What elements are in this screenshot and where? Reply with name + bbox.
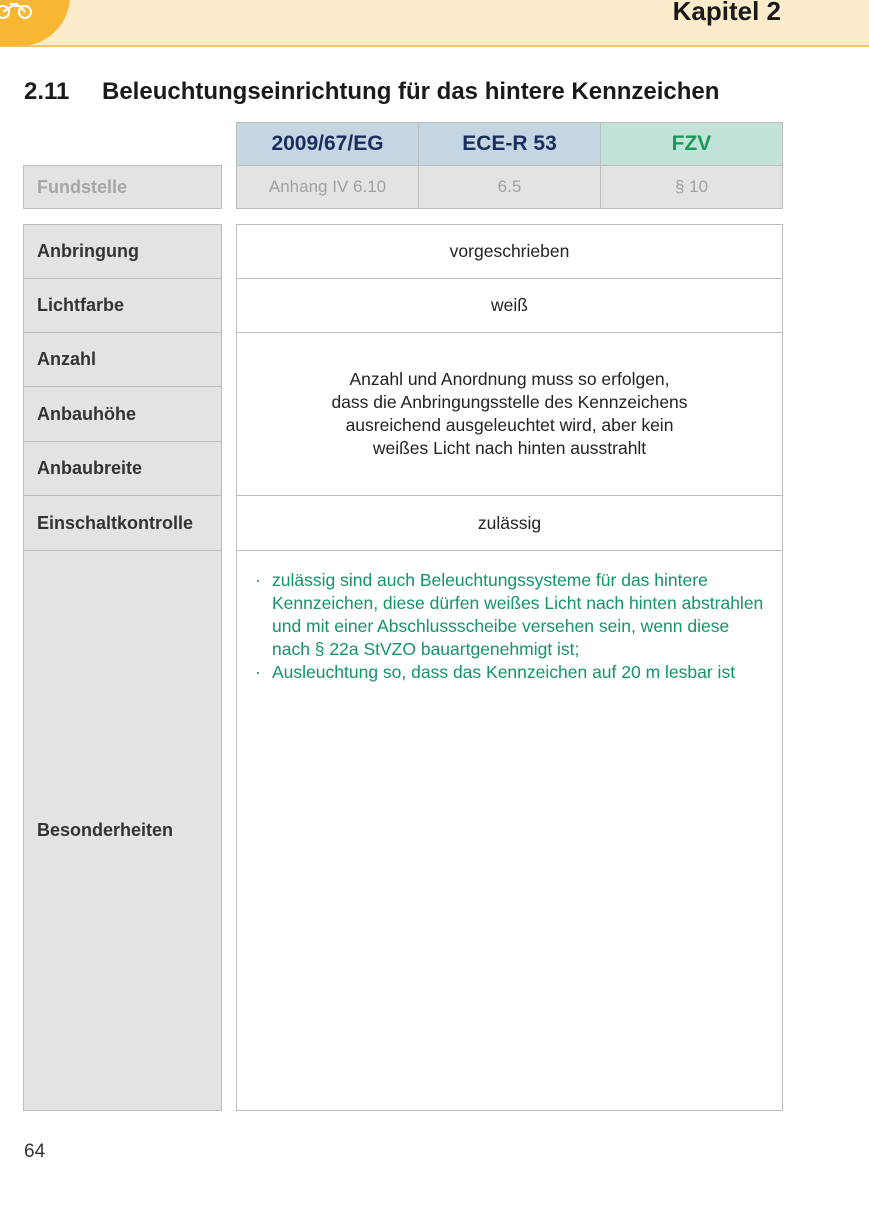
bullet-icon: · — [255, 662, 261, 682]
label-lichtfarbe: Lichtfarbe — [23, 278, 222, 333]
label-einschaltkontrolle: Einschaltkontrolle — [23, 495, 222, 551]
value-anbringung: vorgeschrieben — [236, 224, 783, 279]
column-header-eg: 2009/67/EG — [236, 122, 419, 166]
label-anzahl: Anzahl — [23, 332, 222, 387]
merged-text-line: Anzahl und Anordnung muss so erfolgen, — [349, 369, 670, 389]
list-item — [255, 661, 768, 684]
label-anbaubreite: Anbaubreite — [23, 441, 222, 496]
page-number: 64 — [24, 1141, 46, 1162]
value-lichtfarbe: weiß — [236, 278, 783, 333]
fundstelle-eg: Anhang IV 6.10 — [236, 165, 419, 209]
bullet-icon: · — [255, 570, 261, 590]
value-besonderheiten — [236, 550, 783, 1111]
fundstelle-ece: 6.5 — [418, 165, 601, 209]
merged-text-line: weißes Licht nach hinten ausstrahlt — [372, 438, 647, 458]
value-anzahl-anbau — [236, 332, 783, 496]
header-bar — [0, 0, 869, 47]
section-number: 2.11 — [24, 78, 70, 105]
label-besonderheiten: Besonderheiten — [23, 550, 222, 1111]
chapter-logo — [0, 0, 70, 46]
column-header-ece: ECE-R 53 — [418, 122, 601, 166]
merged-text-line: ausreichend ausgeleuchtet wird, aber kein — [345, 415, 674, 435]
besonderheiten-list — [255, 569, 768, 684]
chapter-title: Kapitel 2 — [672, 0, 781, 26]
fundstelle-fzv: § 10 — [600, 165, 783, 209]
motorcycle-icon — [0, 0, 34, 30]
fundstelle-label: Fundstelle — [23, 165, 222, 209]
merged-text-line: dass die Anbringungsstelle des Kennzeichens — [331, 392, 688, 412]
label-anbringung: Anbringung — [23, 224, 222, 279]
value-einschaltkontrolle: zulässig — [236, 495, 783, 551]
list-item — [255, 569, 768, 661]
label-anbauhoehe: Anbauhöhe — [23, 386, 222, 442]
list-item-text: zulässig sind auch Beleuchtungssysteme für das hintere Kennzeichen, diese dürfen weißes Licht nach hinten abstrahlen und mit einer Abschlussscheibe versehen sein, wenn diese nach § 22a StVZO bauartgenehmigt ist; — [272, 570, 764, 659]
section-title: Beleuchtungseinrichtung für das hintere Kennzeichen — [102, 78, 720, 105]
section-heading — [24, 78, 719, 106]
column-header-fzv: FZV — [600, 122, 783, 166]
list-item-text: Ausleuchtung so, dass das Kennzeichen auf 20 m lesbar ist — [272, 662, 736, 682]
